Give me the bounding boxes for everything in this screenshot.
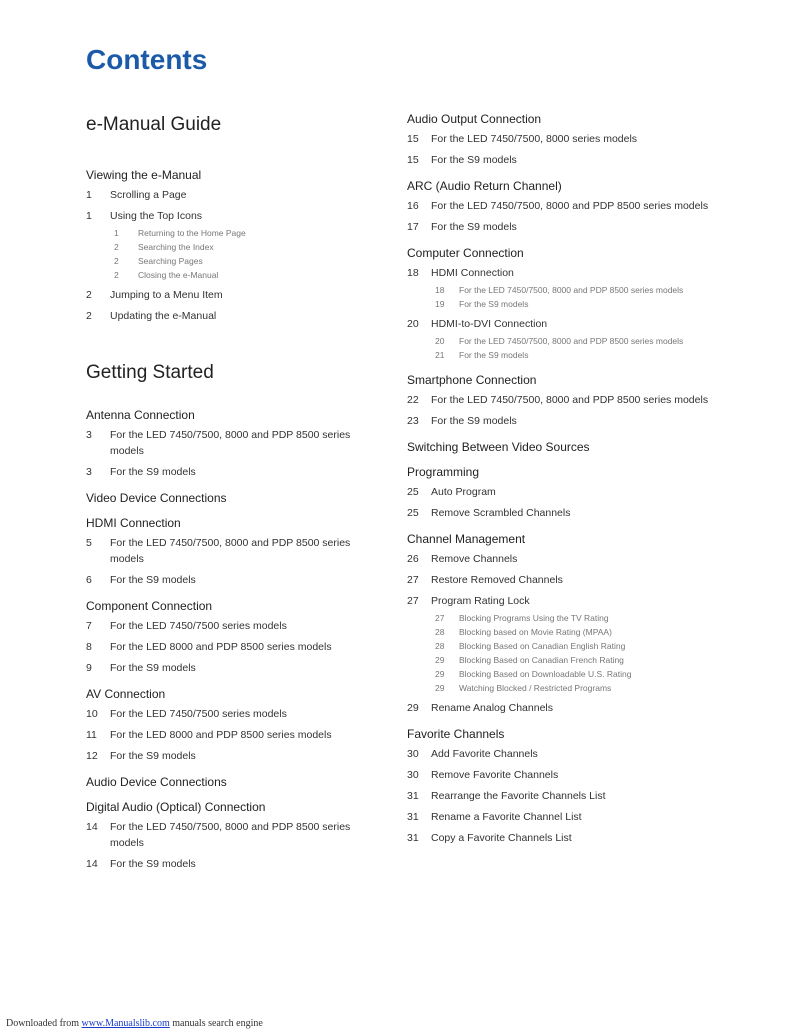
toc-entry-title: Auto Program [431, 486, 496, 498]
toc-entry-title: Copy a Favorite Channels List [431, 832, 572, 844]
toc-entry-title: Rename a Favorite Channel List [431, 811, 582, 823]
toc-entry[interactable] [86, 308, 376, 324]
toc-entry-title: For the S9 models [431, 415, 517, 427]
toc-entry-page: 27 [407, 595, 419, 607]
toc-sub-entry[interactable] [435, 348, 727, 362]
toc-sub-list [407, 334, 727, 362]
toc-sub-page: 27 [435, 613, 445, 623]
toc-section-heading: Smartphone Connection [407, 373, 537, 387]
toc-sub-entry[interactable] [435, 283, 727, 297]
toc-sub-title: Watching Blocked / Restricted Programs [459, 683, 612, 693]
toc-sub-entry[interactable] [114, 226, 376, 240]
toc-section-heading: HDMI Connection [86, 516, 181, 530]
toc-entry-page: 18 [407, 267, 419, 279]
toc-entry[interactable] [86, 856, 376, 872]
toc-section-heading: Viewing the e-Manual [86, 168, 202, 182]
toc-entry-page: 30 [407, 748, 419, 760]
toc-entry-page: 15 [407, 154, 419, 166]
toc-entry-title: For the LED 7450/7500 series models [110, 708, 287, 720]
toc-entry[interactable] [86, 819, 376, 851]
toc-sub-page: 29 [435, 669, 445, 679]
toc-entry-title: For the S9 models [110, 466, 196, 478]
toc-entry-title: Restore Removed Channels [431, 574, 563, 586]
toc-entry[interactable] [407, 505, 727, 521]
toc-sub-list [407, 611, 727, 695]
toc-entry-title: Jumping to a Menu Item [110, 289, 223, 301]
toc-entry-title: For the LED 7450/7500, 8000 and PDP 8500 series models [110, 821, 351, 849]
toc-entry-title: For the LED 8000 and PDP 8500 series models [110, 729, 332, 741]
toc-entry-page: 14 [86, 858, 98, 870]
toc-section-heading: Audio Device Connections [86, 775, 227, 789]
toc-entry-title: Using the Top Icons [110, 210, 203, 222]
toc-entry[interactable] [407, 198, 727, 214]
toc-entry-page: 2 [86, 289, 92, 301]
toc-entry[interactable] [407, 830, 727, 846]
toc-left-column [86, 112, 376, 872]
toc-entry-title: Updating the e-Manual [110, 310, 217, 322]
toc-entry-page: 23 [407, 415, 419, 427]
toc-entry-page: 15 [407, 133, 419, 145]
toc-entry-title: Remove Favorite Channels [431, 769, 559, 781]
toc-section-heading: Video Device Connections [86, 491, 227, 505]
toc-entry-page: 27 [407, 574, 419, 586]
toc-entry-page: 5 [86, 537, 92, 549]
toc-entry[interactable] [86, 618, 376, 634]
toc-entry-page: 25 [407, 486, 419, 498]
toc-entry-page: 20 [407, 318, 419, 330]
toc-sub-page: 28 [435, 641, 445, 651]
toc-entry-page: 11 [86, 729, 97, 741]
toc-sub-page: 18 [435, 285, 445, 295]
toc-sub-title: Blocking Based on Canadian French Rating [459, 655, 624, 665]
toc-entry-title: Rename Analog Channels [431, 702, 554, 714]
toc-right-column [407, 112, 727, 846]
toc-sub-entry[interactable] [114, 254, 376, 268]
toc-sub-entry[interactable] [114, 240, 376, 254]
toc-entry-page: 31 [407, 790, 419, 802]
toc-part-heading: e-Manual Guide [86, 114, 222, 135]
footer-suffix: manuals search engine [172, 1018, 263, 1029]
toc-entry[interactable] [86, 535, 376, 567]
toc-entry-title: For the LED 7450/7500, 8000 and PDP 8500 series models [110, 537, 351, 565]
toc-entry[interactable] [86, 639, 376, 655]
download-footer [6, 1018, 263, 1029]
toc-section-heading: Switching Between Video Sources [407, 440, 590, 454]
toc-sub-list [407, 283, 727, 311]
toc-sub-title: For the S9 models [459, 299, 529, 309]
toc-entry[interactable] [407, 392, 727, 408]
toc-entry[interactable] [86, 427, 376, 459]
toc-entry-page: 29 [407, 702, 419, 714]
toc-entry-page: 3 [86, 466, 92, 478]
toc-sub-title: Blocking based on Movie Rating (MPAA) [459, 627, 612, 637]
toc-sub-title: Searching the Index [138, 242, 214, 252]
toc-sub-entry[interactable] [435, 667, 727, 681]
toc-sub-page: 20 [435, 336, 445, 346]
toc-entry[interactable] [86, 727, 376, 743]
toc-sub-entry[interactable] [435, 639, 727, 653]
toc-entry[interactable] [86, 208, 376, 224]
toc-entry[interactable] [86, 706, 376, 722]
toc-entry-title: For the S9 models [110, 574, 196, 586]
toc-sub-title: For the S9 models [459, 350, 529, 360]
toc-entry-page: 10 [86, 708, 98, 720]
toc-entry-title: For the LED 7450/7500, 8000 and PDP 8500 series models [431, 394, 709, 406]
toc-entry-title: Remove Channels [431, 553, 518, 565]
toc-entry-page: 6 [86, 574, 92, 586]
toc-entry[interactable] [407, 767, 727, 783]
toc-section-heading: Favorite Channels [407, 727, 505, 741]
toc-sub-entry[interactable] [435, 611, 727, 625]
toc-sub-page: 28 [435, 627, 445, 637]
toc-entry-page: 1 [86, 210, 92, 222]
toc-entry[interactable] [407, 746, 727, 762]
toc-entry-title: For the S9 models [110, 858, 196, 870]
toc-entry-page: 26 [407, 553, 419, 565]
toc-entry-title: Program Rating Lock [431, 595, 530, 607]
toc-entry-title: For the S9 models [431, 154, 517, 166]
toc-entry-title: For the LED 7450/7500, 8000 series models [431, 133, 638, 145]
toc-entry-page: 2 [86, 310, 92, 322]
page-title: Contents [86, 44, 208, 75]
toc-sub-page: 19 [435, 299, 445, 309]
toc-part-heading: Getting Started [86, 362, 214, 383]
toc-sub-entry[interactable] [114, 268, 376, 282]
toc-sub-entry[interactable] [435, 653, 727, 667]
toc-sub-entry[interactable] [435, 625, 727, 639]
toc-entry-title: Remove Scrambled Channels [431, 507, 571, 519]
toc-entry[interactable] [407, 788, 727, 804]
toc-entry[interactable] [86, 187, 376, 203]
toc-sub-title: Blocking Programs Using the TV Rating [459, 613, 609, 623]
toc-section-heading: Audio Output Connection [407, 112, 542, 126]
toc-entry[interactable] [407, 131, 727, 147]
toc-entry-title: For the LED 7450/7500, 8000 and PDP 8500 series models [110, 429, 351, 457]
toc-entry[interactable] [407, 413, 727, 429]
toc-entry-page: 9 [86, 662, 92, 674]
toc-entry-page: 17 [407, 221, 419, 233]
toc-entry-title: For the LED 8000 and PDP 8500 series models [110, 641, 332, 653]
toc-sub-title: Blocking Based on Canadian English Rating [459, 641, 626, 651]
toc-entry-title: For the S9 models [110, 750, 196, 762]
toc-section-heading: ARC (Audio Return Channel) [407, 179, 562, 193]
toc-sub-title: For the LED 7450/7500, 8000 and PDP 8500 series models [459, 336, 684, 346]
toc-entry-title: HDMI Connection [431, 267, 514, 279]
toc-entry[interactable] [86, 660, 376, 676]
toc-entry[interactable] [407, 700, 727, 716]
toc-sub-title: Searching Pages [138, 256, 203, 266]
toc-sub-title: Closing the e-Manual [138, 270, 219, 280]
toc-entry[interactable] [86, 287, 376, 303]
toc-entry[interactable] [407, 551, 727, 567]
toc-sub-page: 29 [435, 655, 445, 665]
toc-section-heading: Programming [407, 465, 480, 479]
toc-section-heading: Antenna Connection [86, 408, 195, 422]
toc-entry[interactable] [407, 484, 727, 500]
toc-sub-page: 29 [435, 683, 445, 693]
toc-entry[interactable] [407, 316, 727, 332]
toc-entry-page: 8 [86, 641, 92, 653]
toc-sub-title: For the LED 7450/7500, 8000 and PDP 8500 series models [459, 285, 684, 295]
toc-sub-entry[interactable] [435, 297, 727, 311]
toc-entry-page: 31 [407, 811, 419, 823]
toc-entry-page: 22 [407, 394, 419, 406]
toc-entry-page: 12 [86, 750, 98, 762]
toc-entry[interactable] [407, 152, 727, 168]
toc-entry[interactable] [86, 572, 376, 588]
toc-entry-title: For the S9 models [431, 221, 517, 233]
toc-sub-page: 21 [435, 350, 445, 360]
manualslib-link[interactable]: www.Manualslib.com [81, 1018, 170, 1029]
footer-prefix: Downloaded from [6, 1018, 80, 1029]
toc-entry[interactable] [407, 809, 727, 825]
toc-section-heading: Component Connection [86, 599, 213, 613]
toc-entry-page: 25 [407, 507, 419, 519]
toc-sub-entry[interactable] [435, 681, 727, 695]
toc-sub-page: 2 [114, 256, 119, 266]
toc-entry-page: 14 [86, 821, 98, 833]
toc-section-heading: Computer Connection [407, 246, 524, 260]
toc-sub-page: 1 [114, 228, 119, 238]
toc-entry-title: Add Favorite Channels [431, 748, 538, 760]
toc-sub-entry[interactable] [435, 334, 727, 348]
toc-entry[interactable] [86, 748, 376, 764]
toc-entry-title: For the S9 models [110, 662, 196, 674]
toc-entry-title: For the LED 7450/7500, 8000 and PDP 8500 series models [431, 200, 709, 212]
toc-sub-title: Returning to the Home Page [138, 228, 246, 238]
toc-entry[interactable] [407, 219, 727, 235]
toc-entry-page: 31 [407, 832, 419, 844]
toc-entry[interactable] [407, 593, 727, 609]
toc-sub-page: 2 [114, 242, 119, 252]
toc-sub-page: 2 [114, 270, 119, 280]
toc-section-heading: Digital Audio (Optical) Connection [86, 800, 266, 814]
toc-section-heading: Channel Management [407, 532, 526, 546]
toc-sub-title: Blocking Based on Downloadable U.S. Rating [459, 669, 632, 679]
toc-entry[interactable] [407, 265, 727, 281]
toc-entry-title: HDMI-to-DVI Connection [431, 318, 548, 330]
toc-entry-page: 30 [407, 769, 419, 781]
toc-entry-page: 16 [407, 200, 419, 212]
toc-entry[interactable] [86, 464, 376, 480]
toc-entry-title: Scrolling a Page [110, 189, 187, 201]
toc-entry-page: 1 [86, 189, 92, 201]
toc-entry[interactable] [407, 572, 727, 588]
toc-entry-page: 3 [86, 429, 92, 441]
toc-section-heading: AV Connection [86, 687, 166, 701]
toc-entry-page: 7 [86, 620, 92, 632]
toc-entry-title: For the LED 7450/7500 series models [110, 620, 287, 632]
toc-sub-list [86, 226, 376, 282]
toc-entry-title: Rearrange the Favorite Channels List [431, 790, 606, 802]
